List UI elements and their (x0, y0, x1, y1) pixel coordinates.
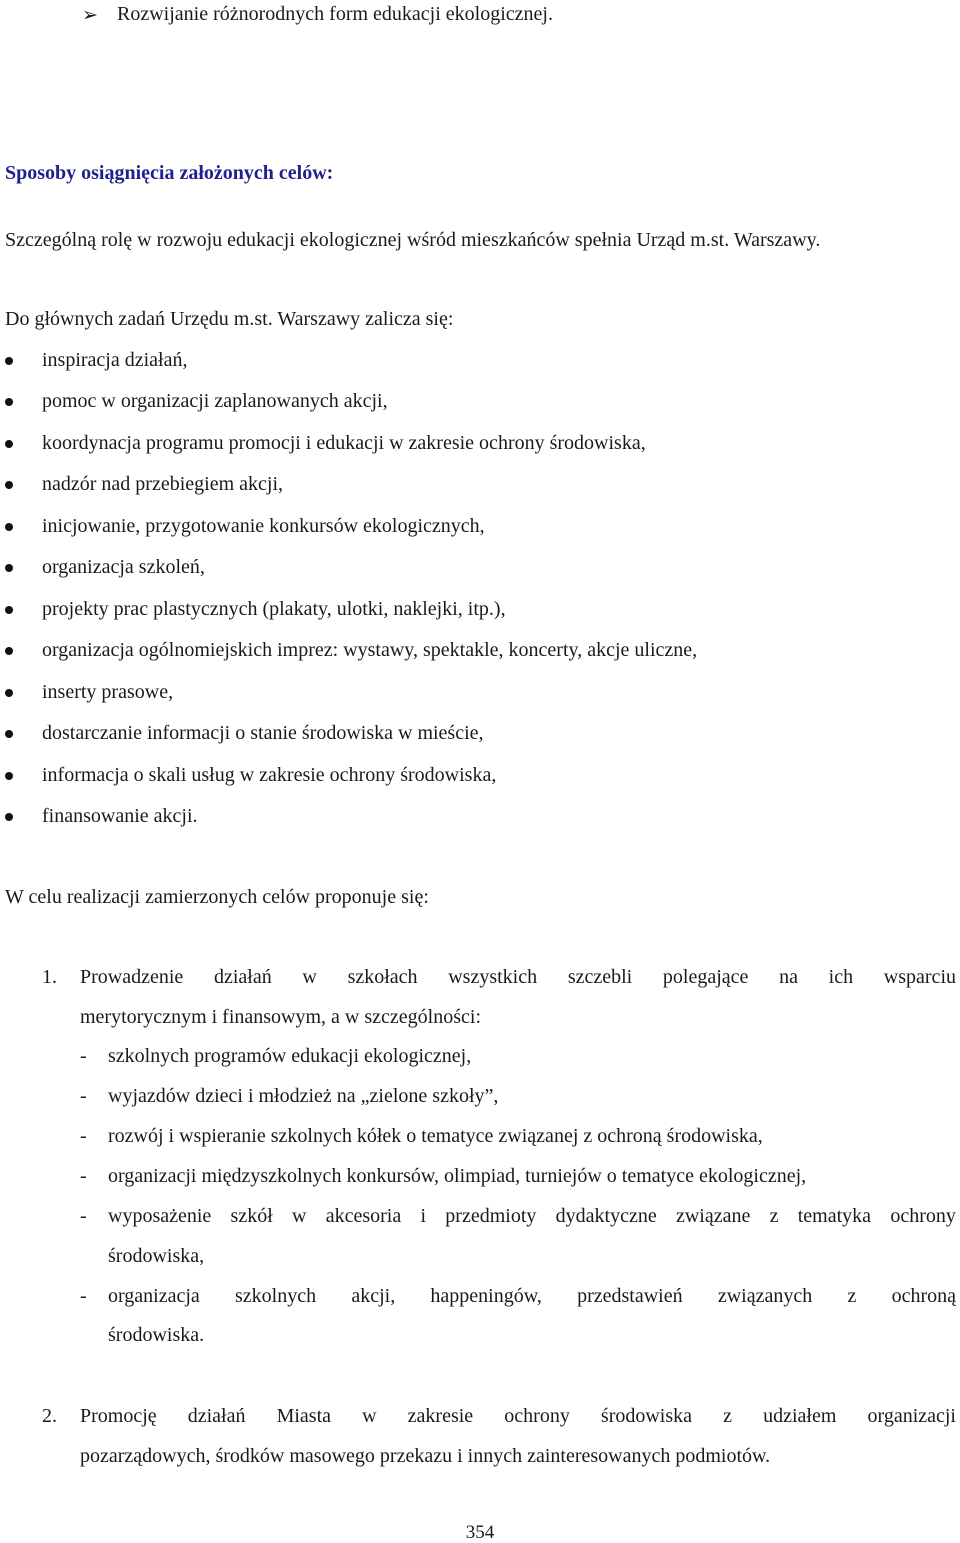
task-item: koordynacja programu promocji i edukacji w zakresie ochrony środowiska, (42, 432, 646, 454)
task-item: nadzór nad przebiegiem akcji, (42, 473, 283, 495)
word: zakresie (407, 1405, 474, 1427)
word: działań (213, 966, 272, 988)
word: w (362, 1405, 377, 1427)
bullet-icon (5, 523, 13, 531)
sublist-item (108, 1206, 956, 1226)
item-1-number: 1. (42, 966, 57, 988)
word: przedstawień (577, 1285, 683, 1307)
word: happeningów, (430, 1285, 542, 1307)
word: dydaktyczne (555, 1205, 657, 1227)
word: w (292, 1205, 307, 1227)
dash-marker: - (80, 1045, 87, 1067)
word: Promocję (80, 1405, 157, 1427)
sublist-item: szkolnych programów edukacji ekologicznej, (108, 1045, 472, 1067)
word: ochroną (891, 1285, 956, 1307)
word: w (302, 966, 317, 988)
sublist-item: rozwój i wspieranie szkolnych kółek o tematyce związanej z ochroną środowiska, (108, 1125, 763, 1147)
task-item: finansowanie akcji. (42, 805, 198, 827)
paragraph-1: Szczególną rolę w rozwoju edukacji ekologicznej wśród mieszkańców spełnia Urząd m.st. Warszawy. (5, 229, 821, 251)
section-heading: Sposoby osiągnięcia założonych celów: (5, 162, 334, 184)
word: i (420, 1205, 427, 1227)
task-item: dostarczanie informacji o stanie środowiska w mieście, (42, 722, 484, 744)
word: szkołach (347, 966, 418, 988)
bullet-icon (5, 357, 13, 365)
sublist-item: środowiska. (108, 1324, 205, 1346)
arrow-bullet-icon: ➢ (82, 5, 98, 26)
dash-marker: - (80, 1125, 87, 1147)
bullet-icon (5, 730, 13, 738)
bullet-icon (5, 398, 13, 406)
dash-marker: - (80, 1285, 87, 1307)
bullet-icon (5, 772, 13, 780)
word: akcji, (351, 1285, 396, 1307)
item-2-line-1 (80, 1406, 956, 1426)
bullet-icon (5, 647, 13, 655)
bullet-icon (5, 689, 13, 697)
bullet-icon (5, 481, 13, 489)
word: z (723, 1405, 733, 1427)
word: wsparciu (883, 966, 956, 988)
task-item: organizacja szkoleń, (42, 556, 205, 578)
item-2-number: 2. (42, 1405, 57, 1427)
word: działań (187, 1405, 246, 1427)
word: ich (828, 966, 854, 988)
word: szkół (230, 1205, 273, 1227)
dash-marker: - (80, 1165, 87, 1187)
intro-item: Rozwijanie różnorodnych form edukacji ekologicznej. (117, 3, 553, 25)
word: ochrony (504, 1405, 570, 1427)
word: na (779, 966, 798, 988)
word: organizacja (108, 1285, 200, 1307)
task-item: pomoc w organizacji zaplanowanych akcji, (42, 390, 388, 412)
dash-marker: - (80, 1085, 87, 1107)
word: polegające (662, 966, 749, 988)
bullet-icon (5, 564, 13, 572)
task-item: inserty prasowe, (42, 681, 174, 703)
sublist-item: organizacji międzyszkolnych konkursów, olimpiad, turniejów o tematyce ekologicznej, (108, 1165, 807, 1187)
sublist-item: wyjazdów dzieci i młodzież na „zielone szkoły”, (108, 1085, 499, 1107)
paragraph-3: W celu realizacji zamierzonych celów proponuje się: (5, 886, 429, 908)
sublist-item: środowiska, (108, 1245, 205, 1267)
word: akcesoria (325, 1205, 402, 1227)
bullet-icon (5, 813, 13, 821)
word: wszystkich (448, 966, 538, 988)
word: z (847, 1285, 857, 1307)
word: ochrony (890, 1205, 956, 1227)
word: udziałem (763, 1405, 837, 1427)
task-item: informacja o skali usług w zakresie ochrony środowiska, (42, 764, 497, 786)
dash-marker: - (80, 1205, 87, 1227)
word: szczebli (567, 966, 633, 988)
task-item: projekty prac plastycznych (plakaty, ulotki, naklejki, itp.), (42, 598, 506, 620)
word: Miasta (276, 1405, 332, 1427)
task-item: inicjowanie, przygotowanie konkursów ekologicznych, (42, 515, 485, 537)
word: środowiska (600, 1405, 693, 1427)
item-2-line-2: pozarządowych, środków masowego przekazu i innych zainteresowanych podmiotów. (80, 1445, 771, 1467)
word: przedmioty (445, 1205, 537, 1227)
task-item: inspiracja działań, (42, 349, 188, 371)
item-1-line-2: merytorycznym i finansowym, a w szczególności: (80, 1006, 481, 1028)
word: organizacji (867, 1405, 956, 1427)
paragraph-2: Do głównych zadań Urzędu m.st. Warszawy zalicza się: (5, 308, 454, 330)
sublist-item (108, 1286, 956, 1306)
word: z (769, 1205, 779, 1227)
word: związane (675, 1205, 751, 1227)
item-1-line-1 (80, 967, 956, 987)
page-number: 354 (465, 1522, 495, 1543)
word: Prowadzenie (80, 966, 184, 988)
word: szkolnych (235, 1285, 317, 1307)
word: wyposażenie (108, 1205, 212, 1227)
task-item: organizacja ogólnomiejskich imprez: wystawy, spektakle, koncerty, akcje uliczne, (42, 639, 698, 661)
word: związanych (717, 1285, 813, 1307)
bullet-icon (5, 440, 13, 448)
word: tematyka (797, 1205, 872, 1227)
bullet-icon (5, 606, 13, 614)
